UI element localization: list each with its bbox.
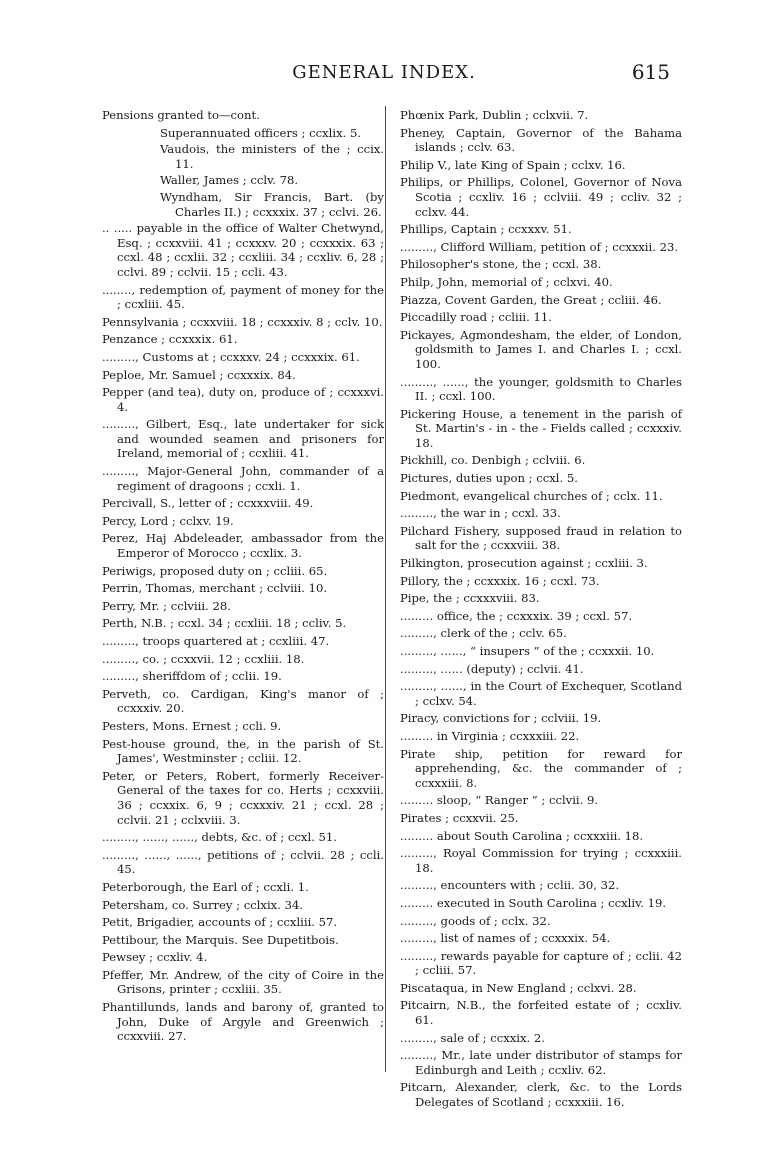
index-entry: ........., Gilbert, Esq., late undertaker for sick and wounded seamen and prisoners for Ireland, memorial of ; ccxliii. 41. [102, 417, 384, 461]
index-entry: Perrin, Thomas, merchant ; cclviii. 10. [102, 581, 328, 596]
index-entry: ........., ......, the younger, goldsmith to Charles II. ; ccxl. 100. [400, 374, 682, 404]
index-entry: Pipe, the ; ccxxxviii. 83. [400, 591, 540, 606]
index-entry: Philips, or Phillips, Colonel, Governor of Nova Scotia ; ccxliv. 16 ; cclviii. 49 ; ccliv. 32 ; cclxv. 44. [400, 175, 682, 219]
index-entry: ........., Major-General John, commander of a regiment of dragoons ; ccxli. 1. [102, 464, 384, 493]
index-entry: Petit, Brigadier, accounts of ; ccxliii. 57. [102, 915, 338, 930]
index-entry: ........., ......, “ insupers ” of the ; ccxxxii. 10. [400, 644, 655, 658]
index-entry: ........., Royal Commission for trying ; ccxxxiii. 18. [400, 846, 682, 875]
index-entry: Pillory, the ; ccxxxix. 16 ; ccxl. 73. [400, 573, 600, 588]
index-entry: Perez, Haj Abdeleader, ambassador from the Emperor of Morocco ; ccxlix. 3. [102, 531, 384, 561]
index-entry: ........., ......, ......, debts, &c. of ; ccxl. 51. [102, 830, 337, 845]
index-entry: Peter, or Peters, Robert, formerly Receiver-General of the taxes for co. Herts ; ccxxviii. 36 ; ccxxix. 6, 9 ; ccxxxiv. 21 ; ccxl. 28 ; cclvii. 21 ; cclxviii. 3. [102, 768, 384, 827]
index-entry: Pirate ship, petition for reward for apprehending, &c. the commander of ; ccxxxiii. 8. [400, 746, 682, 790]
index-entry: Waller, James ; cclv. 78. [160, 173, 299, 188]
index-entry: Perth, N.B. ; ccxl. 34 ; ccxliii. 18 ; ccliv. 5. [102, 616, 347, 631]
index-entry: Petersham, co. Surrey ; cclxix. 34. [102, 897, 304, 912]
index-entry: Pickayes, Agmondesham, the elder, of London, goldsmith to James I. and Charles I. ; ccxl. 100. [400, 327, 682, 371]
page-number: 615 [631, 60, 670, 84]
index-entry: ........., rewards payable for capture of ; cclii. 42 ; ccliii. 57. [400, 948, 682, 978]
index-entry: ........., goods of ; cclx. 32. [400, 913, 551, 928]
index-entry: .. ..... payable in the office of Walter Chetwynd, Esq. ; ccxxviii. 41 ; ccxxxv. 20 ; ccxxxix. 63 ; ccxl. 48 ; ccxlii. 32 ; ccxliii. 34 ; ccxliv. 6, 28 ; cclvi. 89 ; cclvii. 15 ; ccli. 43. [102, 221, 384, 279]
index-entry: ......... office, the ; ccxxxix. 39 ; ccxl. 57. [400, 608, 633, 623]
index-entry: ........., sheriffdom of ; cclii. 19. [102, 669, 282, 684]
index-entry: ......... about South Carolina ; ccxxxiii. 18. [400, 828, 644, 843]
index-entry: Percivall, S., letter of ; ccxxxviii. 49. [102, 496, 314, 511]
index-entry: Piedmont, evangelical churches of ; cclx. 11. [400, 488, 663, 503]
index-entry: Philip V., late King of Spain ; cclxv. 16. [400, 157, 626, 172]
index-entry: ........., ......, ......, petitions of ; cclvii. 28 ; ccli. 45. [102, 847, 384, 877]
index-entry: Pilkington, prosecution against ; ccxliii. 3. [400, 556, 648, 571]
index-entry: ........., Customs at ; ccxxxv. 24 ; ccxxxix. 61. [102, 349, 360, 364]
index-entry: Peterborough, the Earl of ; ccxli. 1. [102, 879, 309, 894]
index-entry: Pickhill, co. Denbigh ; cclviii. 6. [400, 453, 586, 468]
index-entry: Perveth, co. Cardigan, King's manor of ; ccxxxiv. 20. [102, 686, 384, 716]
index-entry: Piracy, convictions for ; cclviii. 19. [400, 711, 602, 726]
index-entry: ........., list of names of ; ccxxxix. 54. [400, 931, 611, 946]
index-entry: Phillips, Captain ; ccxxxv. 51. [400, 222, 572, 237]
index-entry: ......... sloop, “ Ranger ” ; cclvii. 9. [400, 793, 599, 808]
index-entry: Vaudois, the ministers of the ; ccix. 11. [160, 142, 384, 171]
index-entry: Pilchard Fishery, supposed fraud in relation to salt for the ; ccxxviii. 38. [400, 523, 682, 553]
index-entry: Pettibour, the Marquis. See Dupetitbois. [102, 932, 339, 947]
index-entry: Percy, Lord ; cclxv. 19. [102, 513, 234, 528]
index-entry: Pickering House, a tenement in the parish of St. Martin's - in - the - Fields called ; ccxxxiv. 18. [400, 406, 682, 450]
index-entry: Pitcairn, N.B., the forfeited estate of ; ccxliv. 61. [400, 998, 682, 1028]
index-entry: Piccadilly road ; ccliii. 11. [400, 310, 552, 325]
index-entry: Periwigs, proposed duty on ; ccliii. 65. [102, 563, 328, 578]
index-entry: ........., troops quartered at ; ccxliii. 47. [102, 634, 330, 648]
index-entry: Philp, John, memorial of ; cclxvi. 40. [400, 274, 613, 289]
index-entry: Pesters, Mons. Ernest ; ccli. 9. [102, 718, 282, 733]
index-entry: ........., Clifford William, petition of ; ccxxxii. 23. [400, 239, 679, 254]
index-entry: Pepper (and tea), duty on, produce of ; ccxxxvi. 4. [102, 385, 384, 414]
index-entry: ........., clerk of the ; cclv. 65. [400, 626, 567, 641]
index-entry: Pennsylvania ; ccxxviii. 18 ; ccxxxiv. 8 ; cclv. 10. [102, 314, 383, 329]
index-entry: ........., ......, in the Court of Exchequer, Scotland ; cclxv. 54. [400, 679, 682, 708]
index-entry: Peploe, Mr. Samuel ; ccxxxix. 84. [102, 367, 296, 382]
index-entry: Perry, Mr. ; cclviii. 28. [102, 598, 231, 613]
index-entry: Pfeffer, Mr. Andrew, of the city of Coire in the Grisons, printer ; ccxliii. 35. [102, 967, 384, 997]
index-entry: Pheney, Captain, Governor of the Bahama islands ; cclv. 63. [400, 125, 682, 155]
index-entry: ......... executed in South Carolina ; ccxliv. 19. [400, 895, 667, 910]
index-entry: ........., sale of ; ccxxix. 2. [400, 1030, 545, 1045]
index-entry: Phantillunds, lands and barony of, granted to John, Duke of Argyle and Greenwich ; ccxxviii. 27. [102, 1000, 384, 1044]
index-entry: ........., the war in ; ccxl. 33. [400, 506, 561, 521]
index-entry: Pest-house ground, the, in the parish of St. James', Westminster ; ccliii. 12. [102, 736, 384, 766]
index-entry: ........., encounters with ; cclii. 30, 32. [400, 878, 620, 893]
index-column-right [400, 108, 682, 1113]
index-entry: Pensions granted to—cont. [102, 108, 260, 122]
index-entry: Wyndham, Sir Francis, Bart. (by Charles II.) ; ccxxxix. 37 ; cclvi. 26. [160, 189, 384, 219]
index-entry: ........., Mr., late under distributor of stamps for Edinburgh and Leith ; ccxliv. 62. [400, 1048, 682, 1077]
column-divider [385, 106, 386, 1072]
index-entry: Pirates ; ccxxvii. 25. [400, 810, 519, 825]
index-entry: ......... in Virginia ; ccxxxiii. 22. [400, 728, 580, 743]
index-entry: Superannuated officers ; ccxlix. 5. [160, 125, 362, 140]
running-title: GENERAL INDEX. [292, 62, 476, 83]
index-entry: Philosopher's stone, the ; ccxl. 38. [400, 257, 602, 272]
index-entry: Piscataqua, in New England ; cclxvi. 28. [400, 980, 637, 995]
index-entry: Phœnix Park, Dublin ; cclxvii. 7. [400, 108, 589, 122]
index-entry: Penzance ; ccxxxix. 61. [102, 332, 238, 347]
index-entry: ........., co. ; ccxxvii. 12 ; ccxliii. 18. [102, 651, 305, 666]
index-entry: Pewsey ; ccxliv. 4. [102, 950, 208, 965]
page-header [0, 62, 768, 90]
index-entry: Pictures, duties upon ; ccxl. 5. [400, 471, 578, 486]
index-entry: Piazza, Covent Garden, the Great ; ccliii. 46. [400, 292, 662, 307]
index-column-left [102, 108, 384, 1047]
index-entry: ........., ...... (deputy) ; cclvii. 41. [400, 661, 584, 676]
index-entry: ........, redemption of, payment of money for the ; ccxliii. 45. [102, 282, 384, 312]
index-entry: Pitcarn, Alexander, clerk, &c. to the Lords Delegates of Scotland ; ccxxxiii. 16. [400, 1080, 682, 1110]
